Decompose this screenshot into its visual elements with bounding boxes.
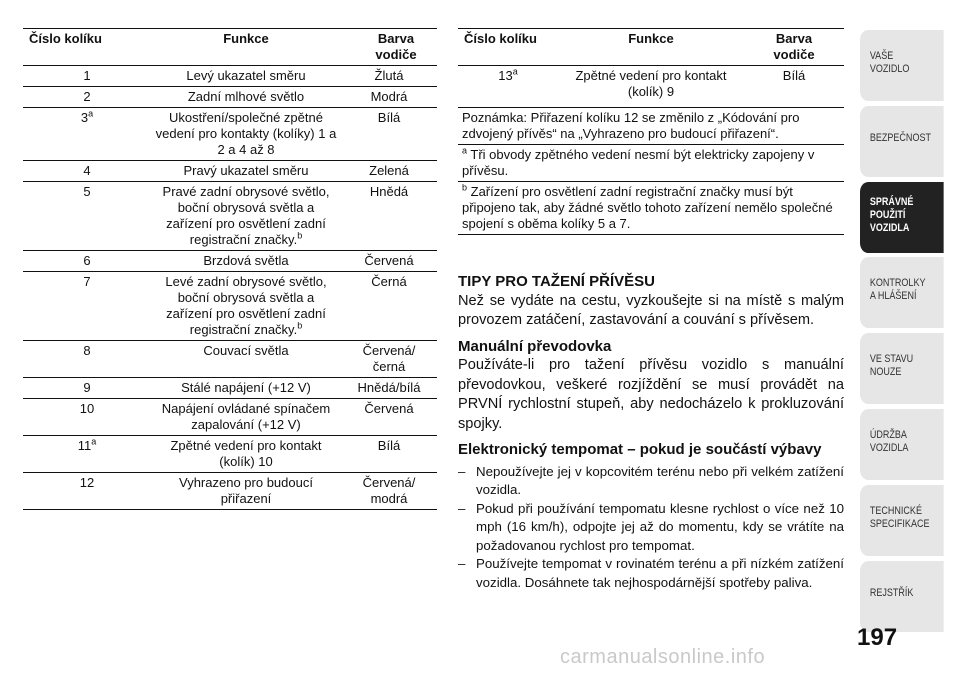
sidebar-tab-label: VE STAVU <box>869 353 914 366</box>
pin-color: Červená <box>364 253 414 268</box>
pin-function: Couvací světla <box>203 343 289 358</box>
pin-color: Zelená <box>369 163 409 178</box>
pin-color: Bílá <box>782 68 806 83</box>
header-pin: Číslo kolíku <box>29 31 102 46</box>
pin-function: Napájení ovládané spínačem zapalování (+12 V) <box>161 401 331 432</box>
pin-color: Hnědá <box>369 184 409 199</box>
pin-function: Pravý ukazatel směru <box>183 163 309 178</box>
pin-function: Stálé napájení (+12 V) <box>181 380 311 395</box>
heading-tips: TIPY PRO TAŽENÍ PŘÍVĚSU <box>458 273 655 290</box>
table-row <box>23 87 437 108</box>
sidebar-tab[interactable] <box>860 30 944 101</box>
pin-function: Ukostření/společné zpětné vedení pro kontakty (kolíky) 1 a 2 a 4 až 8 <box>155 110 337 157</box>
table-header-row <box>458 29 844 66</box>
sidebar-tab-label: KONTROLKY <box>869 277 926 290</box>
sidebar-tab-label: A HLÁŠENÍ <box>869 290 917 303</box>
pin-color: Bílá <box>377 438 401 453</box>
heading-manual: Manuální převodovka <box>458 337 612 355</box>
pin-function: Levý ukazatel směru <box>186 68 306 83</box>
pin-color: Modrá <box>370 89 408 104</box>
pin-function: Zadní mlhové světlo <box>187 89 305 104</box>
tips-paragraph: Než se vydáte na cestu, vyzkoušejte si na místě s malým provozem zatáčení, zastavování a couvání s přívěsem. <box>458 292 844 328</box>
pin-function: Brzdová světla <box>203 253 289 268</box>
list-item: – Pokud při používání tempomatu klesne rychlost o více než 10 mph (16 km/h), odpojte jej až do momentu, kdy se vrátíte na požadovanou rychlost pro tempomat. <box>458 500 844 553</box>
header-wire-color: Barva vodiče <box>375 31 417 62</box>
sidebar-tab[interactable] <box>860 409 944 480</box>
sidebar-tab-label: BEZPEČNOST <box>869 131 931 144</box>
pin-number: 9 <box>83 380 91 395</box>
pin-color: Bílá <box>377 110 401 125</box>
pin-number: 7 <box>83 274 91 289</box>
dash-marker: – <box>458 556 466 571</box>
watermark: carmanualsonline.info <box>560 646 766 668</box>
table-row <box>23 251 437 272</box>
table-note: Poznámka: Přiřazení kolíku 12 se změnilo z „Kódování pro zdvojený přívěs“ na „Vyhrazeno pro budoucí přiřazení“. <box>462 110 800 141</box>
sidebar-tab-label: VOZIDLA <box>869 441 909 454</box>
page-number: 197 <box>857 624 898 651</box>
sidebar-tab[interactable] <box>860 485 944 556</box>
sidebar-tab[interactable] <box>860 561 944 632</box>
sidebar-tab-label: NOUZE <box>869 366 902 379</box>
pin-function: Vyhrazeno pro budoucí přiřazení <box>179 475 313 506</box>
manual-paragraph: Používáte-li pro tažení přívěsu vozidlo s manuální převodovkou, veškeré rozjíždění se musí provádět na PRVNÍ rychlostní stupeň, aby nedocházelo k prokluzování spojky. <box>458 357 844 432</box>
dash-marker: – <box>458 463 466 479</box>
table-row <box>23 473 437 510</box>
pin-function: Levé zadní obrysové světlo, boční obrysová světla a zařízení pro osvětlení zadní registrační značky.$^b$ <box>165 274 327 337</box>
table-row <box>23 436 437 473</box>
table-header-row <box>23 29 437 66</box>
table-row <box>23 378 437 399</box>
pin-function: Zpětné vedení pro kontakt (kolík) 10 <box>170 438 322 469</box>
header-function: Funkce <box>223 31 269 46</box>
chapter-sidebar <box>860 30 944 636</box>
table-row <box>458 66 844 108</box>
sidebar-tab-label: VOZIDLA <box>869 221 910 234</box>
pin-number: 3$^a$ <box>80 108 94 125</box>
table-row <box>23 66 437 87</box>
sidebar-tab[interactable] <box>860 333 944 404</box>
footnote-a: $^a$ Tři obvody zpětného vedení nesmí být elektricky zapojeny v přívěsu. <box>462 145 815 178</box>
footnote-row <box>458 182 844 235</box>
pin-number: 13$^a$ <box>498 66 518 83</box>
pin-number: 12 <box>79 475 95 490</box>
pin-color: Červená <box>364 401 414 416</box>
pin-function: Pravé zadní obrysové světlo, boční obrysová světla a zařízení pro osvětlení zadní registrační značky.$^b$ <box>162 184 330 247</box>
footnote-row <box>458 145 844 182</box>
sidebar-tab-label: SPECIFIKACE <box>869 517 930 530</box>
pin-number: 5 <box>83 184 91 199</box>
table-row <box>23 161 437 182</box>
table-row <box>23 272 437 341</box>
sidebar-tab[interactable] <box>860 257 944 328</box>
pin-color: Černá <box>371 274 407 289</box>
pin-color: Hnědá/bílá <box>357 380 421 395</box>
table-row <box>23 399 437 436</box>
pin-number: 6 <box>83 253 91 268</box>
pin-table-right <box>458 28 844 235</box>
pin-number: 8 <box>83 343 91 358</box>
list-item: – Nepoužívejte jej v kopcovitém terénu nebo při velkém zatížení vozidla. <box>458 463 844 497</box>
table-row <box>23 182 437 251</box>
header-pin: Číslo kolíku <box>464 31 537 46</box>
pin-number: 4 <box>83 163 91 178</box>
sidebar-tab-label: VOZIDLO <box>869 63 910 75</box>
pin-number: 1 <box>83 68 91 83</box>
header-function: Funkce <box>628 31 674 46</box>
pin-color: Červená/ černá <box>362 343 416 374</box>
sidebar-tab-label: SPRÁVNÉ <box>869 195 914 208</box>
sidebar-tab-label: VAŠE <box>869 50 894 62</box>
sidebar-tab-label: POUŽITÍ <box>869 208 906 221</box>
body-text-block <box>458 272 844 592</box>
pin-color: Žlutá <box>374 68 404 83</box>
heading-cruise: Elektronický tempomat – pokud je součástí výbavy <box>458 441 822 458</box>
sidebar-tab[interactable] <box>860 182 944 253</box>
pin-color: Červená/ modrá <box>362 475 416 506</box>
pin-table-left <box>23 28 437 510</box>
pin-number: 10 <box>79 401 95 416</box>
header-wire-color: Barva vodiče <box>773 31 815 62</box>
sidebar-tab-label: REJSTŘÍK <box>869 586 914 599</box>
table-row <box>23 341 437 378</box>
sidebar-tab-label: ÚDRŽBA <box>869 428 907 441</box>
pin-function: Zpětné vedení pro kontakt (kolík) 9 <box>575 68 727 99</box>
pin-number: 2 <box>83 89 91 104</box>
cruise-bullet-list <box>458 463 844 593</box>
pin-number: 11$^a$ <box>77 436 97 453</box>
table-note-row <box>458 108 844 145</box>
sidebar-tab[interactable] <box>860 106 944 177</box>
dash-marker: – <box>458 500 466 516</box>
footnote-b: $^b$ Zařízení pro osvětlení zadní registrační značky musí být připojeno tak, aby žádné světlo tohoto zařízení nemělo společné spojení s oběma kolíky 5 a 7. <box>462 182 833 231</box>
list-item: – Používejte tempomat v rovinatém terénu a při nízkém zatížení vozidla. Dosáhnete tak nejhospodárnější spotřeby paliva. <box>458 556 844 590</box>
sidebar-tab-label: TECHNICKÉ <box>869 504 922 517</box>
table-row <box>23 108 437 161</box>
